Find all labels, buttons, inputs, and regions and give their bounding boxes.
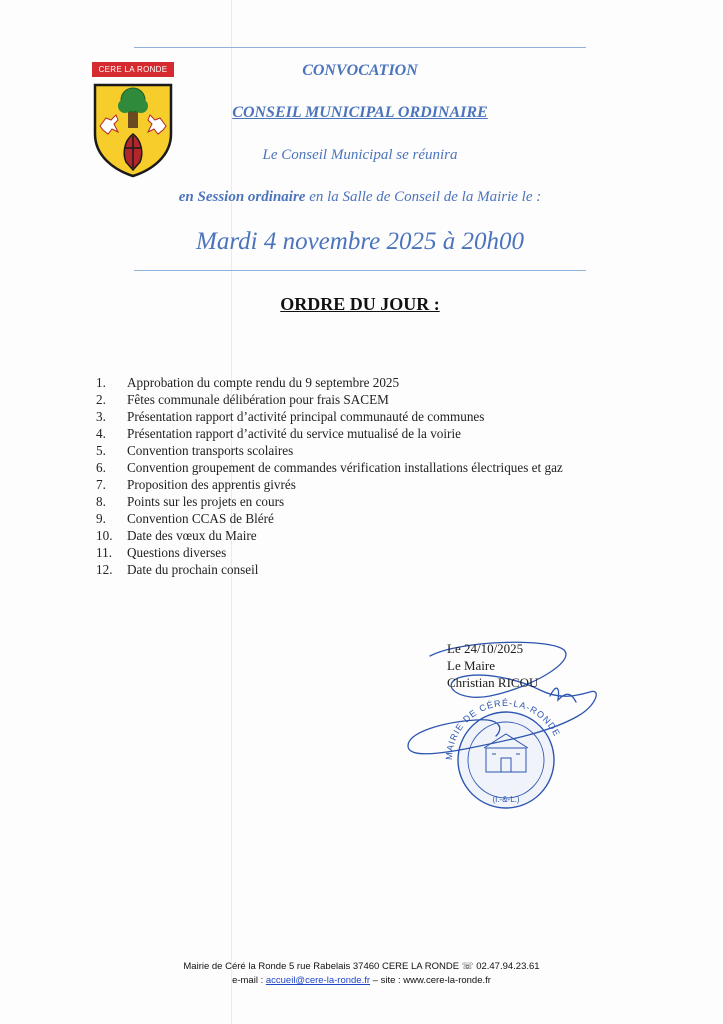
- agenda-item-number: 2.: [96, 392, 106, 407]
- agenda-list: [96, 374, 563, 578]
- convocation-heading: CONVOCATION: [302, 62, 418, 79]
- agenda-item-text: Points sur les projets en cours: [127, 494, 285, 509]
- agenda-item-text: Approbation du compte rendu du 9 septembre 2025: [127, 375, 400, 390]
- agenda-item-text: Date des vœux du Maire: [127, 528, 257, 543]
- signature-name: Christian RICOU: [447, 675, 539, 690]
- footer-email-label: e-mail :: [232, 975, 266, 986]
- agenda-item: [96, 510, 563, 527]
- header-rule: [134, 270, 586, 271]
- agenda-item: [96, 391, 563, 408]
- agenda-item-text: Présentation rapport d’activité du service mutualisé de la voirie: [127, 426, 461, 441]
- agenda-item-text: Convention CCAS de Bléré: [127, 511, 274, 526]
- meeting-date: Mardi 4 novembre 2025 à 20h00: [196, 228, 524, 255]
- commune-logo: [92, 62, 174, 178]
- agenda-item-number: 1.: [96, 375, 106, 390]
- agenda-item: [96, 459, 563, 476]
- agenda-item-text: Date du prochain conseil: [127, 562, 259, 577]
- footer-address: Mairie de Céré la Ronde 5 rue Rabelais 37460 CERE LA RONDE ☏ 02.47.94.23.61: [183, 961, 540, 972]
- agenda-item-number: 4.: [96, 426, 106, 441]
- agenda-item-text: Convention transports scolaires: [127, 443, 294, 458]
- agenda-item: [96, 493, 563, 510]
- stamp-department: (I.-&-L.): [492, 795, 520, 804]
- agenda-item-number: 9.: [96, 511, 106, 526]
- agenda-item-text: Convention groupement de commandes vérification installations électriques et gaz: [127, 460, 563, 475]
- agenda-item-number: 6.: [96, 460, 106, 475]
- top-rule: [134, 47, 586, 48]
- footer-email-link[interactable]: accueil@cere-la-ronde.fr: [265, 975, 371, 986]
- coat-of-arms-icon: [92, 82, 174, 178]
- footer-contact: [100, 975, 623, 986]
- logo-label: CERE LA RONDE: [92, 62, 174, 77]
- agenda-item: [96, 561, 563, 578]
- council-type-heading: CONSEIL MUNICIPAL ORDINAIRE: [232, 104, 488, 121]
- signature-block: [447, 640, 538, 691]
- agenda-item-number: 8.: [96, 494, 106, 509]
- agenda-item: [96, 374, 563, 391]
- session-location: en la Salle de Conseil de la Mairie le :: [305, 189, 542, 205]
- agenda-item: [96, 476, 563, 493]
- session-type: en Session ordinaire: [178, 189, 306, 205]
- signature-role: Le Maire: [447, 658, 496, 673]
- agenda-item-number: 7.: [96, 477, 106, 492]
- stamp-ring-text: MAIRIE DE CÉRÉ-LA-RONDE: [443, 697, 563, 761]
- agenda-item: [96, 527, 563, 544]
- agenda-item-text: Fêtes communale délibération pour frais SACEM: [127, 392, 389, 407]
- signature-date: Le 24/10/2025: [447, 641, 524, 656]
- agenda-item: [96, 442, 563, 459]
- agenda-item-text: Présentation rapport d’activité principal communauté de communes: [127, 409, 485, 424]
- session-line: [100, 189, 620, 206]
- agenda-item-text: Proposition des apprentis givrés: [127, 477, 296, 492]
- agenda-item-text: Questions diverses: [127, 545, 227, 560]
- agenda-title: ORDRE DU JOUR :: [280, 294, 440, 314]
- agenda-item: [96, 544, 563, 561]
- agenda-item-number: 12.: [96, 562, 113, 577]
- agenda-item: [96, 425, 563, 442]
- agenda-item-number: 5.: [96, 443, 106, 458]
- agenda-item-number: 3.: [96, 409, 106, 424]
- meeting-intro: Le Conseil Municipal se réunira: [262, 147, 458, 163]
- agenda-item-number: 11.: [96, 545, 112, 560]
- footer-site: – site : www.cere-la-ronde.fr: [370, 975, 491, 986]
- agenda-item: [96, 408, 563, 425]
- agenda-item-number: 10.: [96, 528, 113, 543]
